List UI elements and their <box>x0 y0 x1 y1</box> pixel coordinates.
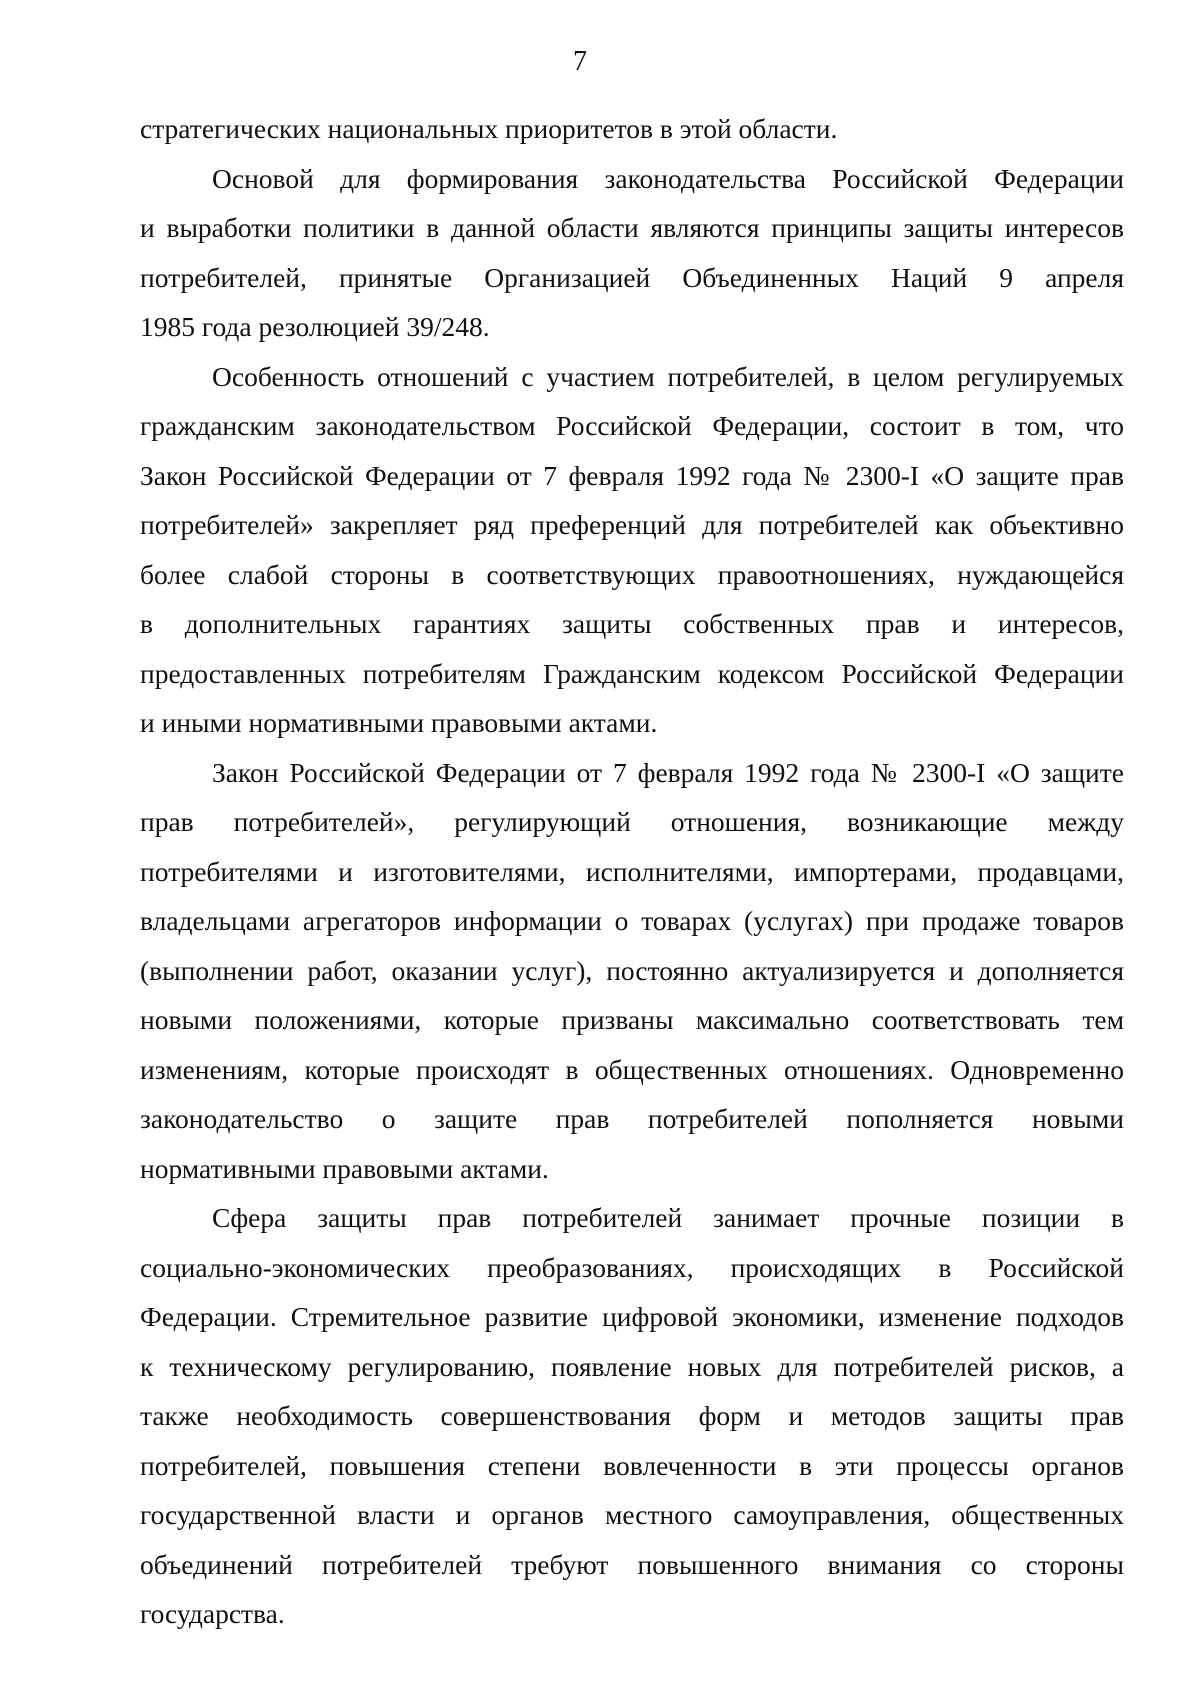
text-line: более слабой стороны в соответствующих правоотношениях, нуждающейся <box>140 558 1124 590</box>
text-line: Закон Российской Федерации от 7 февраля 1992 года № 2300-I «О защите <box>212 756 1124 788</box>
text-line: Основой для формирования законодательства Российской Федерации <box>212 162 1124 194</box>
page-number: 7 <box>573 46 587 77</box>
text-line: Закон Российской Федерации от 7 февраля 1992 года № 2300-I «О защите прав <box>140 459 1124 491</box>
text-line: государства. <box>140 1598 285 1629</box>
text-line: потребителей, принятые Организацией Объединенных Наций 9 апреля <box>140 261 1124 293</box>
text-line: стратегических национальных приоритетов в этой области. <box>140 113 838 144</box>
text-line: новыми положениями, которые призваны максимально соответствовать тем <box>140 1004 1124 1035</box>
text-line: предоставленных потребителям Гражданским кодексом Российской Федерации <box>140 657 1124 689</box>
text-line: Сфера защиты прав потребителей занимает прочные позиции в <box>212 1202 1124 1233</box>
text-line: государственной власти и органов местного самоуправления, общественных <box>140 1499 1124 1530</box>
text-line: законодательство о защите прав потребителей пополняется новыми <box>140 1103 1124 1134</box>
text-line: и иными нормативными правовыми актами. <box>140 707 658 738</box>
text-line: объединений потребителей требуют повышенного внимания со стороны <box>140 1548 1124 1580</box>
text-line: 1985 года резолюцией 39/248. <box>140 311 490 342</box>
document-body <box>140 104 1124 1639</box>
text-line: социально-экономических преобразованиях, происходящих в Российской <box>140 1251 1124 1283</box>
text-line: и выработки политики в данной области являются принципы защиты интересов <box>140 212 1124 243</box>
text-line: изменениям, которые происходят в общественных отношениях. Одновременно <box>140 1053 1124 1085</box>
text-line: потребителей, повышения степени вовлеченности в эти процессы органов <box>140 1449 1124 1481</box>
text-line: в дополнительных гарантиях защиты собственных прав и интересов, <box>140 608 1124 639</box>
text-line: потребителями и изготовителями, исполнителями, импортерами, продавцами, <box>140 855 1124 887</box>
text-line: к техническому регулированию, появление новых для потребителей рисков, а <box>140 1350 1124 1382</box>
text-line: Федерации. Стремительное развитие цифровой экономики, изменение подходов <box>140 1301 1124 1332</box>
text-line: нормативными правовыми актами. <box>140 1152 549 1184</box>
text-line: потребителей» закрепляет ряд преференций для потребителей как объективно <box>140 509 1124 540</box>
text-line: также необходимость совершенствования форм и методов защиты прав <box>140 1400 1124 1431</box>
text-line: владельцами агрегаторов информации о товарах (услугах) при продаже товаров <box>140 905 1124 936</box>
text-line: (выполнении работ, оказании услуг), постоянно актуализируется и дополняется <box>140 954 1124 986</box>
text-line: прав потребителей», регулирующий отношения, возникающие между <box>140 806 1124 837</box>
text-line: Особенность отношений с участием потребителей, в целом регулируемых <box>212 360 1124 392</box>
text-line: гражданским законодательством Российской Федерации, состоит в том, что <box>140 410 1124 441</box>
